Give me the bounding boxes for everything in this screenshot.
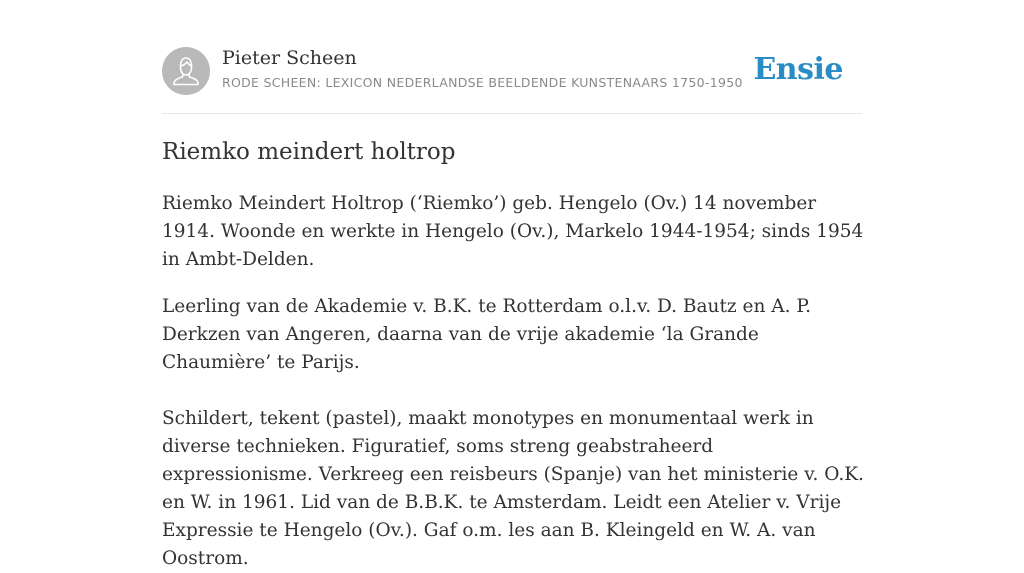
- source-title[interactable]: RODE SCHEEN: LEXICON NEDERLANDSE BEELDENDE KUNSTENAARS 1750-1950: [222, 75, 743, 90]
- author-name[interactable]: Pieter Scheen: [222, 47, 357, 69]
- article-header: [162, 46, 862, 98]
- user-icon: [162, 47, 210, 95]
- article-title: Riemko meindert holtrop: [162, 139, 456, 165]
- article-paragraph: Riemko Meindert Holtrop (‘Riemko’) geb. Hengelo (Ov.) 14 november 1914. Woonde en werkte in Hengelo (Ov.), Markelo 1944-1954; sinds 1954 in Ambt-Delden.: [162, 193, 864, 270]
- article-paragraph: Leerling van de Akademie v. B.K. te Rotterdam o.l.v. D. Bautz en A. P. Derkzen van Angeren, daarna van de vrije akademie ‘la Grande Chaumière’ te Parijs.: [162, 296, 811, 373]
- avatar[interactable]: [162, 47, 210, 95]
- article-paragraph: Schildert, tekent (pastel), maakt monotypes en monumentaal werk in diverse technieken. Figuratief, soms streng geabstraheerd expressionisme. Verkreeg een reisbeurs (Spanje) van het ministerie v. O.K. en W. in 1961. Lid van de B.B.K. te Amsterdam. Leidt een Atelier v. Vrije Expressie te Hengelo (Ov.). Gaf o.m. les aan B. Kleingeld en W. A. van Oostrom.: [162, 408, 864, 569]
- ensie-logo[interactable]: Ensie: [753, 52, 843, 87]
- article-body: [162, 190, 867, 573]
- header-divider: [162, 113, 862, 114]
